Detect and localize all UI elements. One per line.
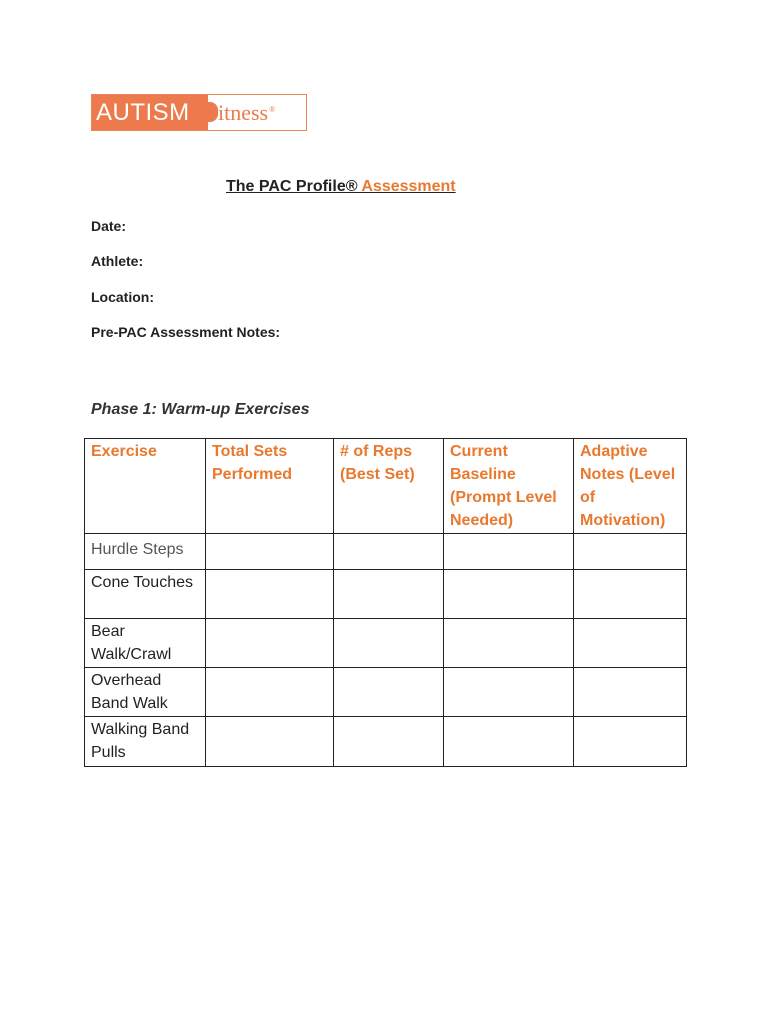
header-adaptive-notes: Adaptive Notes (Level of Motivation) — [574, 439, 687, 534]
logo-trademark: ® — [269, 105, 276, 114]
table-cell[interactable] — [574, 534, 687, 570]
header-reps: # of Reps (Best Set) — [334, 439, 444, 534]
table-cell[interactable] — [444, 534, 574, 570]
table-cell[interactable] — [206, 534, 334, 570]
pre-pac-notes-label: Pre-PAC Assessment Notes: — [91, 324, 281, 340]
table-row — [85, 717, 687, 767]
date-label: Date: — [91, 218, 127, 234]
table-cell[interactable] — [334, 619, 444, 668]
table-cell[interactable] — [206, 570, 334, 619]
table-cell[interactable] — [444, 668, 574, 717]
location-label: Location: — [91, 289, 154, 305]
table-row — [85, 619, 687, 668]
exercise-cell: Overhead Band Walk — [85, 668, 206, 717]
logo-left-block — [92, 95, 208, 130]
table-row — [85, 570, 687, 619]
logo-right-text: itness — [218, 99, 269, 125]
title-accent: Assessment — [361, 178, 456, 195]
table-cell[interactable] — [334, 570, 444, 619]
table-cell[interactable] — [444, 717, 574, 767]
phase-title: Phase 1: Warm-up Exercises — [91, 401, 310, 418]
athlete-label: Athlete: — [91, 253, 144, 269]
table-header-row — [85, 439, 687, 534]
header-total-sets: Total Sets Performed — [206, 439, 334, 534]
table-cell[interactable] — [444, 619, 574, 668]
table-row — [85, 668, 687, 717]
exercise-cell: Bear Walk/Crawl — [85, 619, 206, 668]
header-exercise: Exercise — [85, 439, 206, 534]
table-cell[interactable] — [206, 717, 334, 767]
exercise-cell: Walking Band Pulls — [85, 717, 206, 767]
logo-left-text: AUTISM — [96, 98, 190, 126]
exercise-cell: Cone Touches — [85, 570, 206, 619]
table-cell[interactable] — [444, 570, 574, 619]
title-main: The PAC Profile® — [226, 178, 362, 195]
table-cell[interactable] — [334, 534, 444, 570]
table-row — [85, 534, 687, 570]
table-cell[interactable] — [206, 668, 334, 717]
table-cell[interactable] — [574, 570, 687, 619]
page-title — [226, 178, 456, 196]
autism-fitness-logo — [91, 94, 307, 131]
warmup-exercises-table — [84, 438, 687, 767]
puzzle-piece-icon — [202, 102, 218, 122]
header-current-baseline: Current Baseline (Prompt Level Needed) — [444, 439, 574, 534]
table-cell[interactable] — [206, 619, 334, 668]
table-cell[interactable] — [574, 619, 687, 668]
table-cell[interactable] — [574, 717, 687, 767]
table-cell[interactable] — [334, 668, 444, 717]
table-cell[interactable] — [334, 717, 444, 767]
exercise-cell: Hurdle Steps — [85, 534, 206, 570]
table-cell[interactable] — [574, 668, 687, 717]
logo-right-block — [208, 95, 306, 130]
